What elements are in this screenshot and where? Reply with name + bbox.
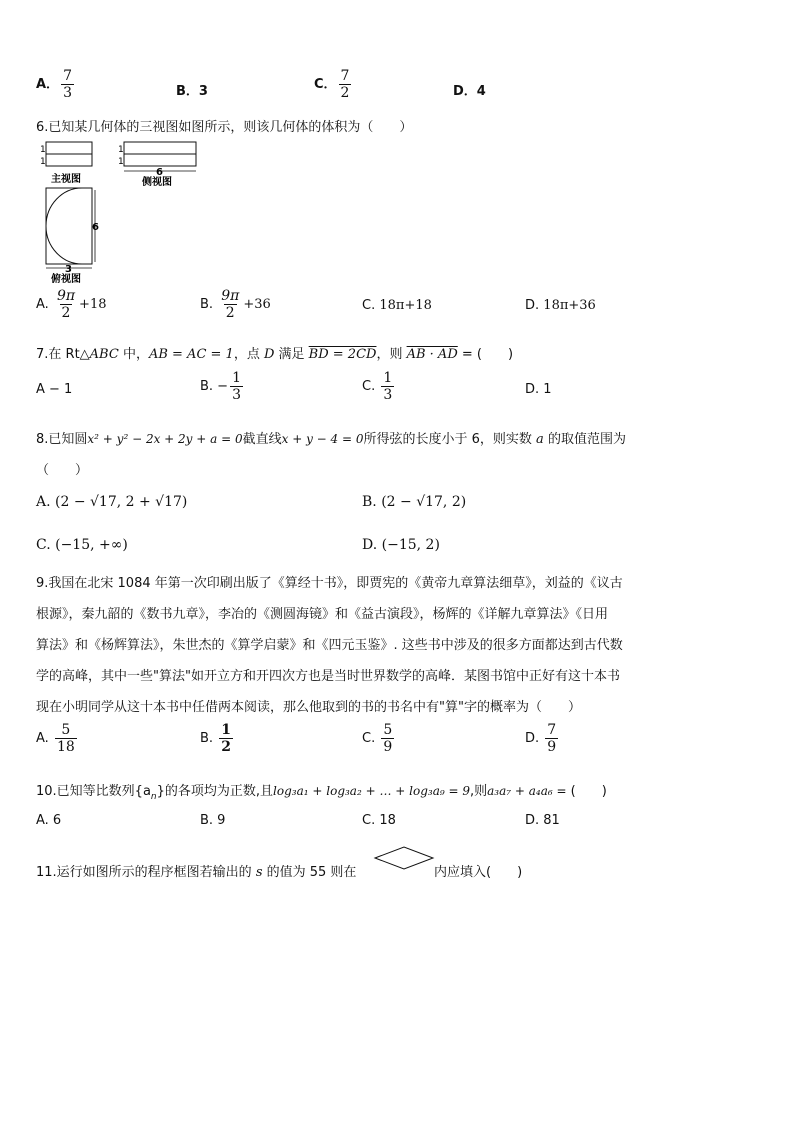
top-view [46, 188, 95, 268]
q8-option-d: D. (−15, 2) [362, 537, 440, 553]
q8-option-c: C. (−15, +∞) [36, 537, 128, 553]
q7-option-a: A − 1 [36, 382, 73, 397]
front-view [46, 142, 92, 166]
q9-line: 根源》，秦九韶的《数书九章》，李冶的《测圆海镜》和《益古演段》，杨辉的《详解九章算法》《日用 [36, 607, 609, 622]
q6-stem: 6.已知某几何体的三视图如图所示，则该几何体的体积为（ ） [36, 120, 413, 135]
q6-option-a: A. $\frac{9\pi}{2}$ +18 [36, 288, 107, 322]
q5-option-a: A． $\frac{7}{3}$ [36, 68, 72, 102]
q7-option-d: D. 1 [525, 382, 552, 397]
q9-line: 9.我国在北宋 1084 年第一次印刷出版了《算经十书》，即贾宪的《黄帝九章算法细草》，刘益的《议古 [36, 576, 623, 591]
q11-stem: 11.运行如图所示的程序框图若输出的 s 的值为 55 则在 [36, 865, 357, 880]
top-dim-3: 3 [65, 264, 72, 275]
q8-stem: 8.已知圆x² + y² − 2x + 2y + a = 0截直线x + y − 4 = 0所得弦的长度小于 6，则实数 a 的取值范围为 [36, 432, 626, 447]
q6-option-c: C. 18π+18 [362, 298, 432, 313]
q6-option-d: D. 18π+36 [525, 298, 596, 313]
side-dim-1-bottom: 1 [118, 157, 124, 167]
q10-option-b: B. 9 [200, 813, 226, 828]
q9-stem [36, 568, 676, 723]
side-dim-1-top: 1 [118, 145, 124, 155]
q5-option-d: D．4 [453, 84, 486, 99]
q8-option-b: B. (2 − √17, 2) [362, 494, 467, 510]
side-dim-6: 6 [156, 167, 163, 178]
q9-line: 学的高峰，其中一些"算法"如开立方和开四次方也是当时世界数学的高峰．某图书馆中正好有这十本书 [36, 669, 620, 684]
q9-option-c: C. $\frac{5}{9}$ [362, 722, 393, 756]
q7-stem: 7.在 Rt△ABC 中，AB = AC = 1，点 D 满足 BD = 2CD，则 AB · AD = ( ) [36, 347, 514, 362]
q10-option-c: C. 18 [362, 813, 396, 828]
q9-line: 算法》和《杨辉算法》，朱世杰的《算学启蒙》和《四元玉鉴》. 这些书中涉及的很多方面都达到古代数 [36, 638, 623, 653]
q9-option-d: D. $\frac{7}{9}$ [525, 722, 557, 756]
q6-option-b: B. $\frac{9\pi}{2}$ +36 [200, 288, 271, 322]
q11-stem-end: 内应填入( ) [434, 865, 523, 880]
q5-option-c: C． $\frac{7}{2}$ [314, 68, 350, 102]
side-view-label: 侧视图 [142, 177, 172, 188]
q10-option-d: D. 81 [525, 813, 560, 828]
q10-stem: 10.已知等比数列$\{a_n\}$的各项均为正数,且log₃a₁ + log₃a₂ + … + log₃a₉ = 9,则a₃a₇ + a₄a₆ = ( ) [36, 784, 607, 802]
three-view-figure [34, 138, 214, 288]
top-view-label: 俯视图 [51, 274, 81, 285]
q10-option-a: A. 6 [36, 813, 62, 828]
q5-option-b: B．3 [176, 84, 208, 99]
q9-line: 现在小明同学从这十本书中任借两本阅读，那么他取到的书的书名中有"算"字的概率为（ ） [36, 700, 581, 715]
q9-option-b: B. $\frac{1}{2}$ [200, 722, 231, 756]
q7-option-c: C. $\frac{1}{3}$ [362, 370, 393, 404]
q7-option-b: B. − $\frac{1}{3}$ [200, 370, 241, 404]
q8-option-a: A. (2 − √17, 2 + √17) [36, 494, 188, 510]
front-dim-1-bottom: 1 [40, 157, 46, 167]
q9-option-a: A. $\frac{5}{18}$ [36, 722, 75, 756]
top-dim-6: 6 [92, 222, 99, 233]
front-dim-1-top: 1 [40, 145, 46, 155]
q8-paren: （ ） [36, 463, 89, 478]
decision-diamond-icon [373, 845, 435, 871]
front-view-label: 主视图 [51, 174, 81, 185]
